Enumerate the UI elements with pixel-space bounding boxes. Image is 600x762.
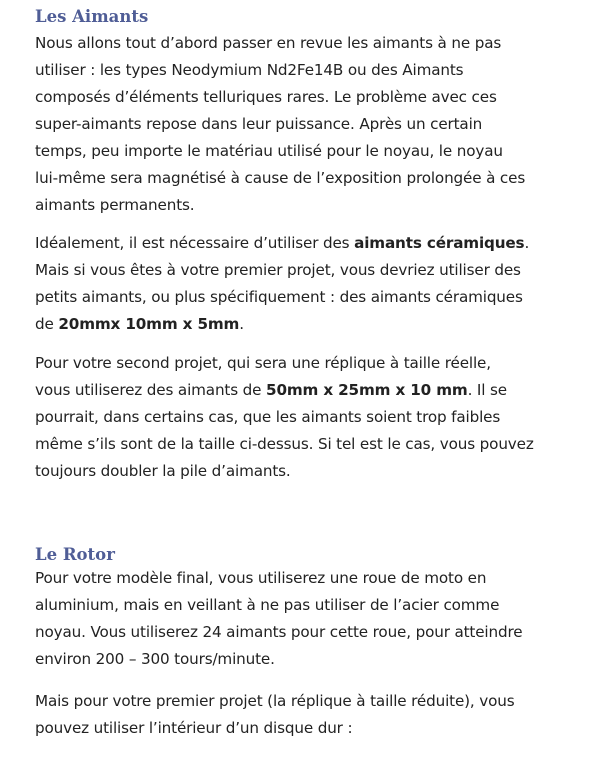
text-line: Pour votre modèle final, vous utiliserez une roue de moto en xyxy=(35,569,487,587)
text-line: utiliser : les types Neodymium Nd2Fe14B ou des Aimants xyxy=(35,61,464,79)
text-line: lui-même sera magnétisé à cause de l’exposition prolongée à ces xyxy=(35,169,526,187)
text-run: vous utiliserez des aimants de xyxy=(35,381,267,399)
text-run: . xyxy=(524,234,530,252)
text-line: pouvez utiliser l’intérieur d’un disque dur : xyxy=(35,719,353,737)
text-line: aimants permanents. xyxy=(35,196,195,214)
text-run: . xyxy=(239,315,244,333)
text-line: toujours doubler la pile d’aimants. xyxy=(35,462,291,480)
text-line: Mais si vous êtes à votre premier projet, vous devriez utiliser des xyxy=(35,261,521,279)
paragraph-aimants-ceramiques xyxy=(35,230,529,338)
text-line: noyau. Vous utiliserez 24 aimants pour cette roue, pour atteindre xyxy=(35,623,523,641)
text-line: petits aimants, ou plus spécifiquement : des aimants céramiques xyxy=(35,288,523,306)
text-line: environ 200 – 300 tours/minute. xyxy=(35,650,275,668)
text-line: temps, peu importe le matériau utilisé pour le noyau, le noyau xyxy=(35,142,503,160)
text-line: composés d’éléments telluriques rares. Le problème avec ces xyxy=(35,88,497,106)
text-line: pourrait, dans certains cas, que les aimants soient trop faibles xyxy=(35,408,501,426)
bold-dimensions: 20mmx 10mm x 5mm xyxy=(58,315,240,333)
text-line xyxy=(35,230,529,257)
bold-dimensions: 50mm x 25mm x 10 mm xyxy=(266,381,468,399)
text-line: même s’ils sont de la taille ci-dessus. Si tel est le cas, vous pouvez xyxy=(35,435,534,453)
text-line: aluminium, mais en veillant à ne pas utiliser de l’acier comme xyxy=(35,596,500,614)
text-line: super-aimants repose dans leur puissance. Après un certain xyxy=(35,115,483,133)
text-line xyxy=(35,311,529,338)
text-run: Idéalement, il est nécessaire d’utiliser des xyxy=(35,234,355,252)
text-line xyxy=(35,377,534,404)
text-line: Pour votre second projet, qui sera une réplique à taille réelle, xyxy=(35,354,491,372)
section-heading-rotor: Le Rotor xyxy=(35,545,115,564)
text-line: Mais pour votre premier projet (la réplique à taille réduite), vous xyxy=(35,692,515,710)
paragraph-rotor-premier-projet xyxy=(35,688,515,742)
text-run: de xyxy=(35,315,59,333)
paragraph-rotor-final xyxy=(35,565,522,673)
bold-term: aimants céramiques xyxy=(354,234,525,252)
text-line: Nous allons tout d’abord passer en revue les aimants à ne pas xyxy=(35,34,502,52)
section-heading-aimants: Les Aimants xyxy=(35,7,149,26)
text-run: . Il se xyxy=(467,381,507,399)
paragraph-aimants-second-projet xyxy=(35,350,534,485)
paragraph-aimants-intro xyxy=(35,30,525,219)
